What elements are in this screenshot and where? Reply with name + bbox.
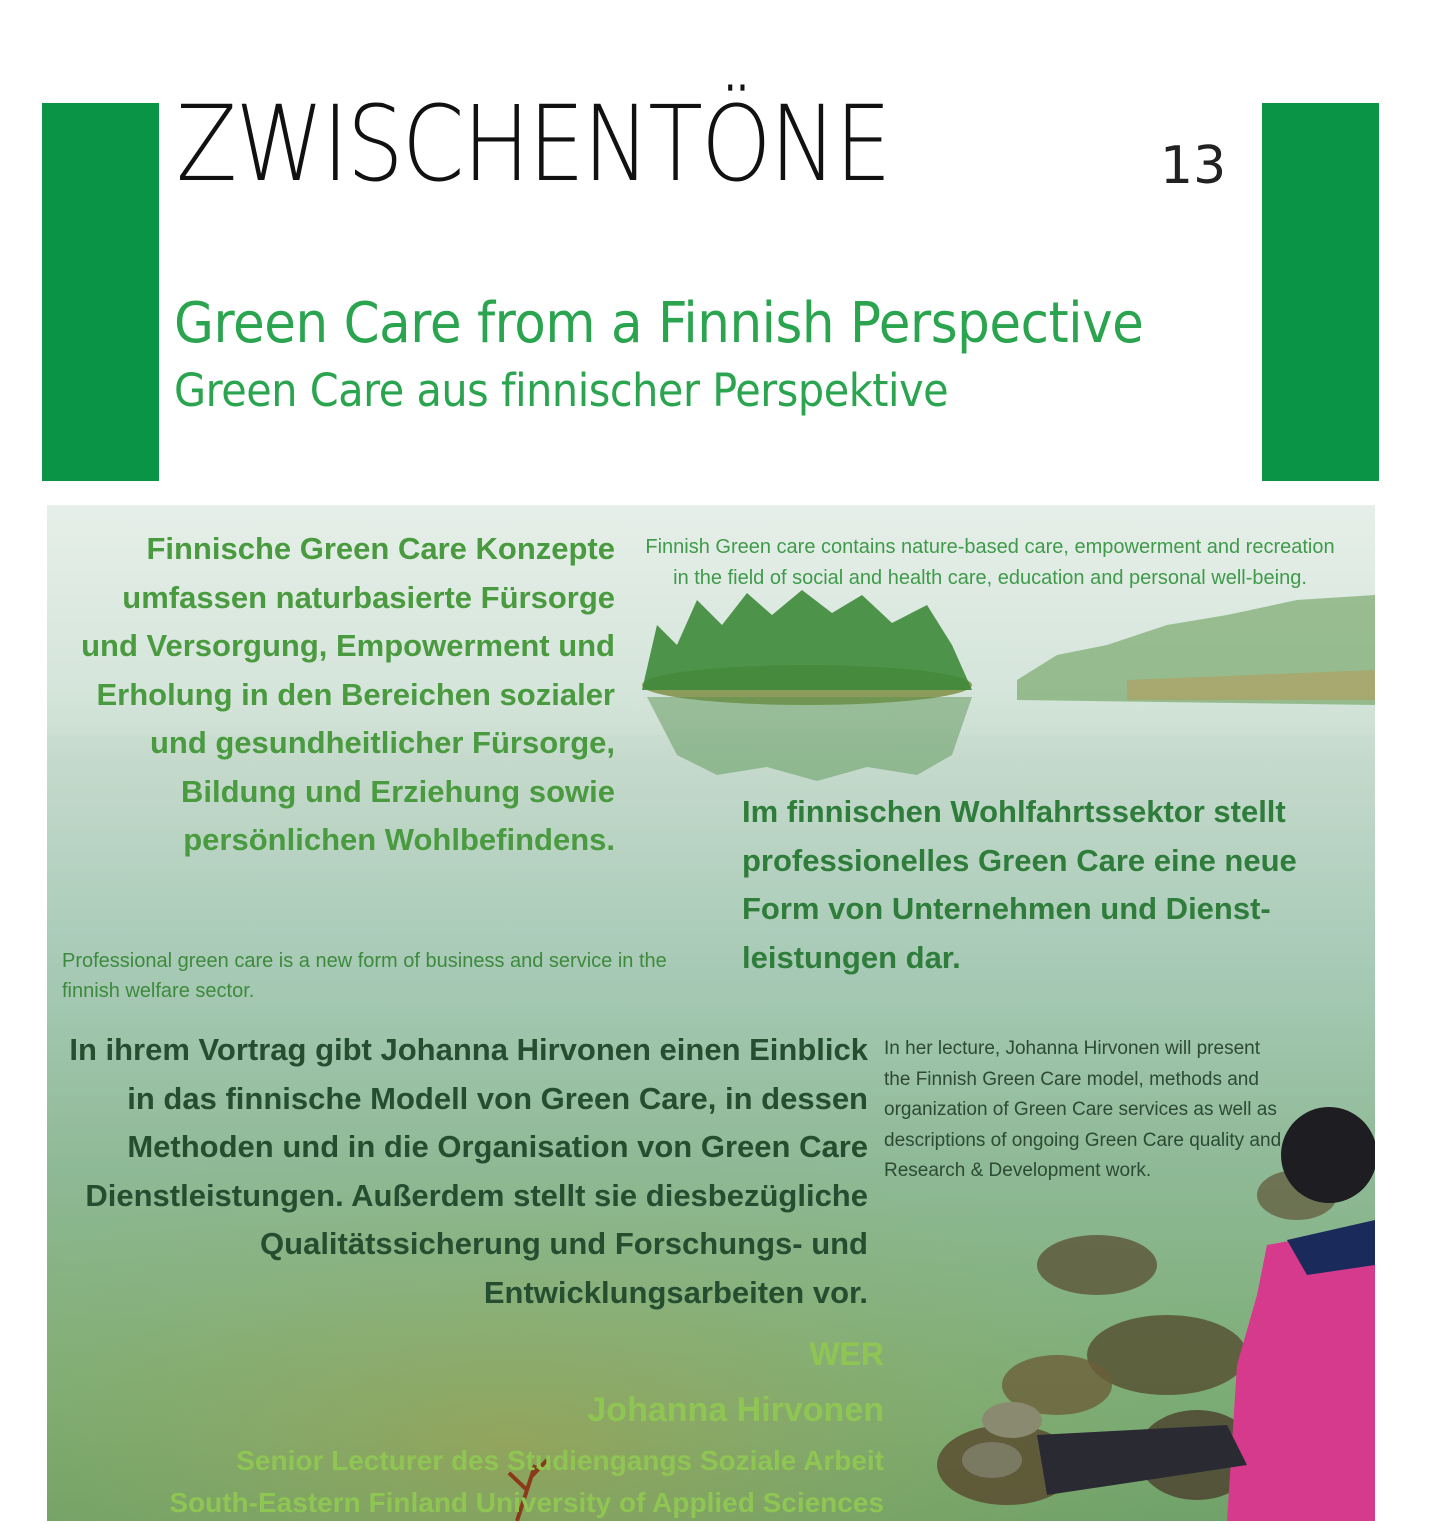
speaker-role-line1: Senior Lecturer des Studiengangs Soziale Arbeit xyxy=(236,1445,884,1476)
intro-english: Finnish Green care contains nature-based care, empowerment and recreation in the field of social and health care, education and personal well-being. xyxy=(645,536,1335,589)
speaker-label: WER xyxy=(809,1336,884,1372)
speaker-name: Johanna Hirvonen xyxy=(587,1391,884,1429)
left-green-band xyxy=(42,103,159,481)
right-green-band xyxy=(1262,103,1379,481)
business-english: Professional green care is a new form of business and service in the finnish welfare sector. xyxy=(62,950,667,1002)
title-german: Green Care aus finnischer Perspektive xyxy=(174,364,949,417)
lecture-german: In ihrem Vortrag gibt Johanna Hirvonen einen Einblick in das finnische Modell von Green Care, in dessen Methoden und in die Organisation von Green Care Dienstleistungen. Außerdem stellt sie diesbezügliche Qualitätssicherung und Forschungs- und Entwicklungsarbeiten vor. xyxy=(69,1032,868,1310)
series-title: ZWISCHENTÖNE xyxy=(176,83,890,205)
issue-number: 13 xyxy=(1160,136,1227,196)
speaker-role xyxy=(60,1440,884,1524)
intro-german: Finnische Green Care Konzepte umfassen naturbasierte Fürsorge und Versorgung, Empowerment und Erholung in den Bereichen sozialer und gesundheitlicher Fürsorge, Bildung und Erziehung sowie persönlichen Wohlbefindens. xyxy=(81,531,615,857)
business-german: Im finnischen Wohlfahrtssektor stellt professionelles Green Care eine neue Form von Unternehmen und Dienst-leistungen dar. xyxy=(742,794,1297,975)
speaker-role-line2: South-Eastern Finland University of Applied Sciences xyxy=(169,1487,884,1518)
lecture-english: In her lecture, Johanna Hirvonen will present the Finnish Green Care model, methods and organization of Green Care services as well as descriptions of ongoing Green Care quality and Research & Development work. xyxy=(884,1038,1282,1181)
title-english: Green Care from a Finnish Perspective xyxy=(174,291,1144,356)
